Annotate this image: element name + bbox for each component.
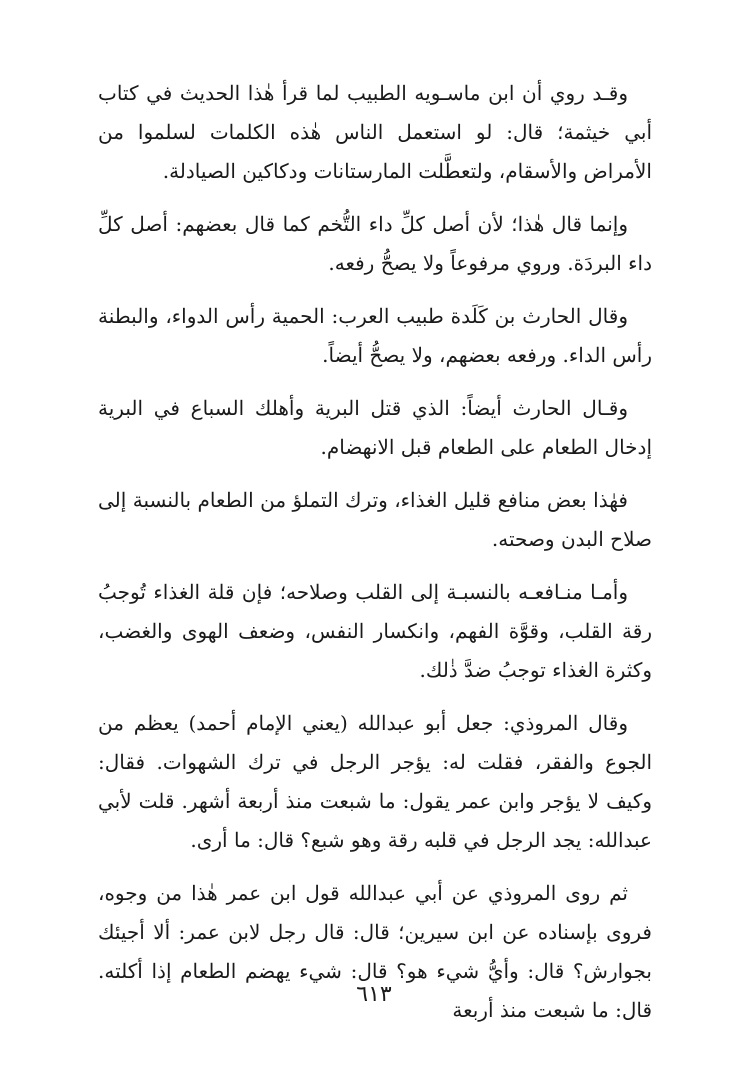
paragraph-8: ثم روى المروذي عن أبي عبدالله قول ابن عمر هٰذا من وجوه، فروى بإسناده عن ابن سيرين؛ قال: قال رجل لابن عمر: ألا أجيئك بجوارش؟ قال: وأيُّ شيء هو؟ قال: شيء يهضم الطعام إذا أكلته. قال: ما شبعت منذ أربعة bbox=[98, 881, 652, 1022]
page-number: ٦١٣ bbox=[356, 982, 392, 1007]
paragraph-2: وإنما قال هٰذا؛ لأن أصل كلِّ داء التُّخم كما قال بعضهم: أصل كلِّ داء البردَة. وروي مرفوعاً ولا يصحُّ رفعه. bbox=[98, 212, 652, 275]
paragraph-6: وأمـا منـافعـه بالنسبـة إلى القلب وصلاحه؛ فإن قلة الغذاء تُوجبُ رقة القلب، وقوَّة الفهم، وانكسار النفس، وضعف الهوى والغضب، وكثرة الغذاء توجبُ ضدَّ ذٰلك. bbox=[98, 580, 652, 682]
paragraph-5: فهٰذا بعض منافع قليل الغذاء، وترك التملؤ من الطعام بالنسبة إلى صلاح البدن وصحته. bbox=[98, 488, 652, 551]
paragraph-1: وقـد روي أن ابن ماسـويه الطبيب لما قرأ هٰذا الحديث في كتاب أبي خيثمة؛ قال: لو استعمل الناس هٰذه الكلمات لسلموا من الأمراض والأسقام، ولتعطَّلت المارستانات ودكاكين الصيادلة. bbox=[98, 81, 652, 183]
paragraph-3: وقال الحارث بن كَلَدة طبيب العرب: الحمية رأس الدواء، والبطنة رأس الداء. ورفعه بعضهم، ولا يصحُّ أيضاً. bbox=[98, 304, 652, 367]
paragraph-4: وقـال الحارث أيضاً: الذي قتل البرية وأهلك السباع في البرية إدخال الطعام على الطعام قبل الانهضام. bbox=[98, 396, 652, 459]
body-text bbox=[98, 74, 652, 1044]
paragraph-7: وقال المروذي: جعل أبو عبدالله (يعني الإمام أحمد) يعظم من الجوع والفقر، فقلت له: يؤجر الرجل في ترك الشهوات. فقال: وكيف لا يؤجر وابن عمر يقول: ما شبعت منذ أربعة أشهر. قلت لأبي عبدالله: يجد الرجل في قلبه رقة وهو شبع؟ قال: ما أرى. bbox=[98, 711, 652, 852]
